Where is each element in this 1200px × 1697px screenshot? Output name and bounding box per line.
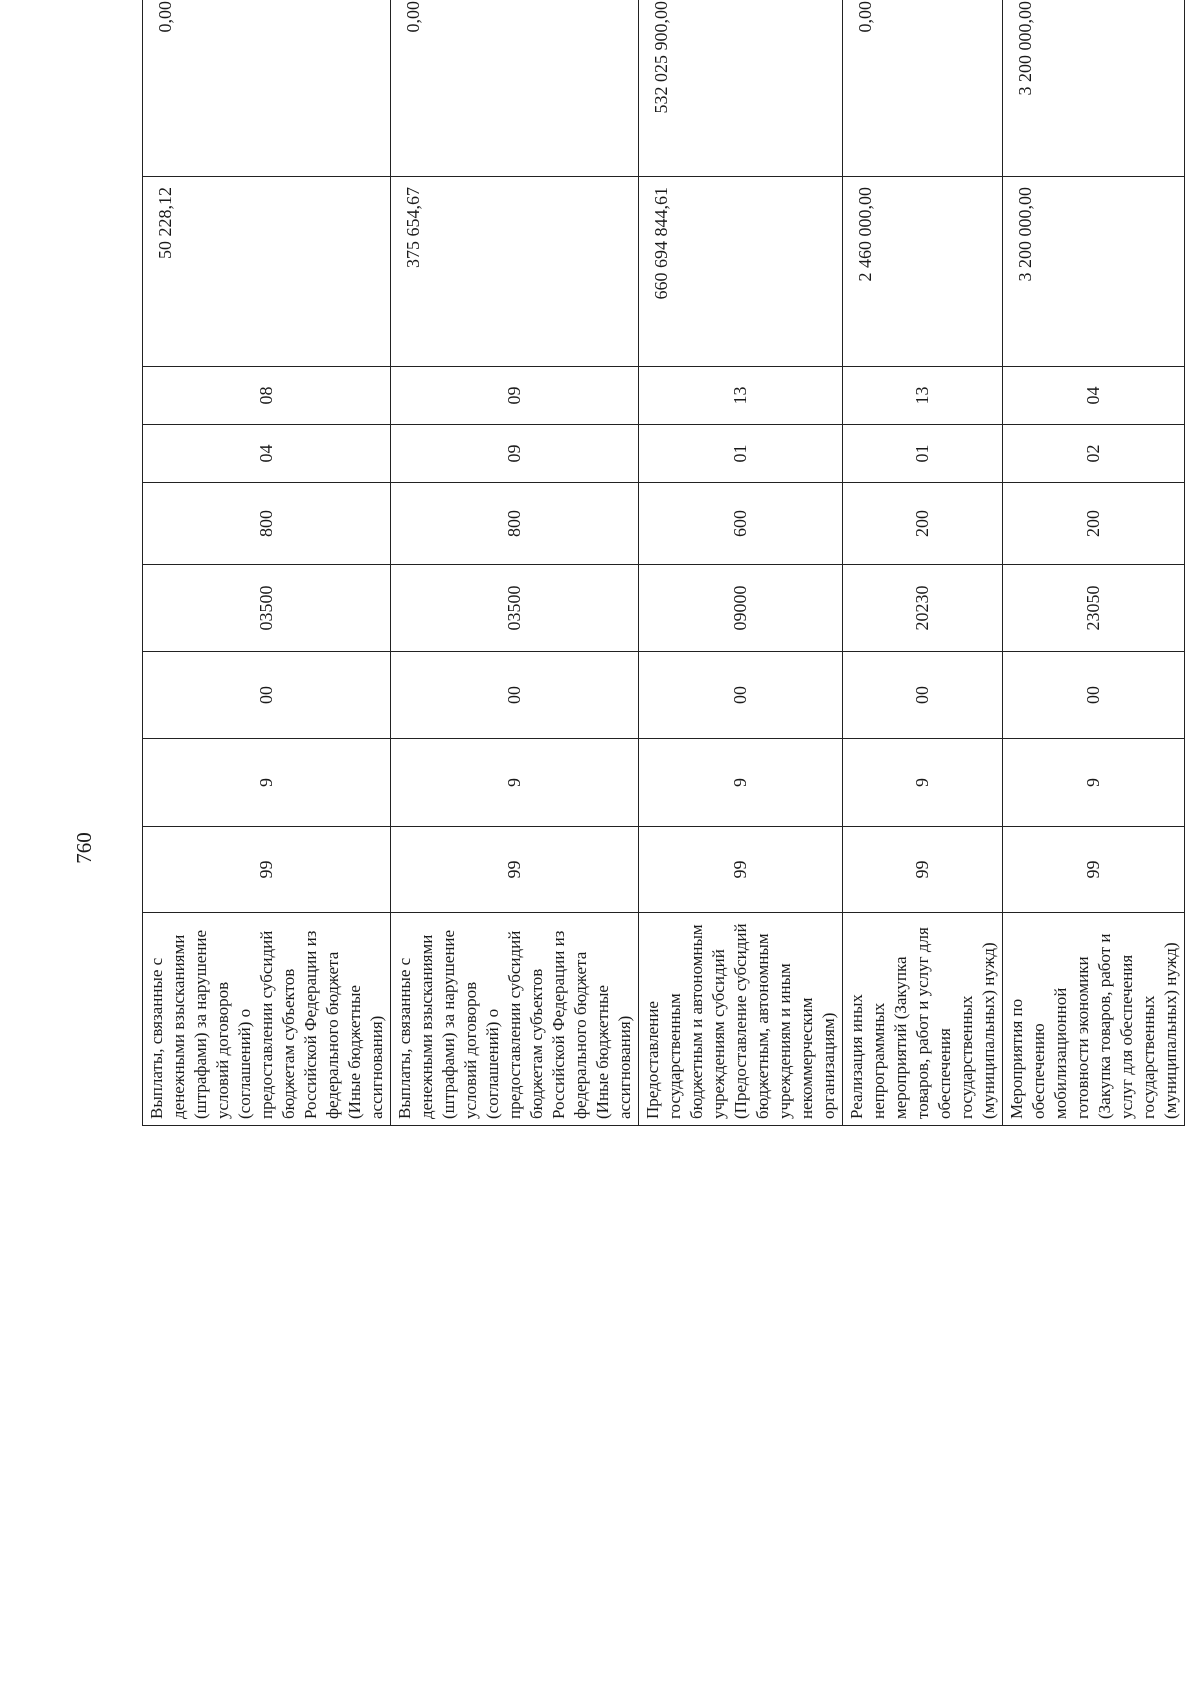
code-5: 600 [639, 483, 843, 565]
code-6: 04 [143, 425, 391, 483]
code-7: 13 [639, 367, 843, 425]
code-2: 9 [639, 739, 843, 827]
code-7: 09 [391, 367, 639, 425]
code-4: 09000 [639, 565, 843, 652]
amount-1: 50 228,12 [143, 177, 391, 367]
amount-1: 375 654,67 [391, 177, 639, 367]
table-row [1003, 0, 1185, 1126]
code-5: 800 [143, 483, 391, 565]
amount-2: 532 025 900,00 [639, 0, 843, 177]
budget-table [142, 0, 1185, 1126]
code-1: 99 [143, 827, 391, 913]
code-6: 09 [391, 425, 639, 483]
code-5: 800 [391, 483, 639, 565]
code-5: 200 [1003, 483, 1185, 565]
amount-1: 3 200 000,00 [1003, 177, 1185, 367]
code-4: 20230 [843, 565, 1003, 652]
code-1: 99 [1003, 827, 1185, 913]
table-row [843, 0, 1003, 1126]
page-number: 760 [71, 832, 96, 864]
code-6: 02 [1003, 425, 1185, 483]
code-2: 9 [843, 739, 1003, 827]
code-3: 00 [639, 652, 843, 739]
code-4: 23050 [1003, 565, 1185, 652]
code-2: 9 [1003, 739, 1185, 827]
row-name: Выплаты, связанные с денежными взысканиями (штрафами) за нарушение условий договоров (соглашений) о предоставлении субсидий бюджетам субъектов Российской Федерации из федерального бюджета (Иные бюджетные ассигнования) [143, 913, 391, 1126]
row-name: Выплаты, связанные с денежными взысканиями (штрафами) за нарушение условий договоров (соглашений) о предоставлении субсидий бюджетам субъектов Российской Федерации из федерального бюджета (Иные бюджетные ассигнования) [391, 913, 639, 1126]
row-name: Мероприятия по обеспечению мобилизационной готовности экономики (Закупка товаров, работ и услуг для обеспечения государственных (муниципальных) нужд) [1003, 913, 1185, 1126]
rotated-table [142, 1, 1180, 1126]
code-3: 00 [843, 652, 1003, 739]
table-row [391, 0, 639, 1126]
table-row [143, 0, 391, 1126]
amount-2: 0,00 [143, 0, 391, 177]
amount-2: 0,00 [391, 0, 639, 177]
code-3: 00 [143, 652, 391, 739]
code-7: 08 [143, 367, 391, 425]
code-3: 00 [391, 652, 639, 739]
code-1: 99 [639, 827, 843, 913]
code-7: 13 [843, 367, 1003, 425]
amount-1: 660 694 844,61 [639, 177, 843, 367]
code-1: 99 [843, 827, 1003, 913]
code-6: 01 [639, 425, 843, 483]
amount-2: 3 200 000,00 [1003, 0, 1185, 177]
code-2: 9 [143, 739, 391, 827]
amount-1: 2 460 000,00 [843, 177, 1003, 367]
code-4: 03500 [143, 565, 391, 652]
code-2: 9 [391, 739, 639, 827]
code-4: 03500 [391, 565, 639, 652]
code-7: 04 [1003, 367, 1185, 425]
code-5: 200 [843, 483, 1003, 565]
code-3: 00 [1003, 652, 1185, 739]
amount-2: 0,00 [843, 0, 1003, 177]
row-name: Предоставление государственным бюджетным и автономным учреждениям субсидий (Предоставление субсидий бюджетным, автономным учреждениям и иным некоммерческим организациям) [639, 913, 843, 1126]
table-row [639, 0, 843, 1126]
code-6: 01 [843, 425, 1003, 483]
code-1: 99 [391, 827, 639, 913]
row-name: Реализация иных непрограммных мероприятий (Закупка товаров, работ и услуг для обеспечения государственных (муниципальных) нужд) [843, 913, 1003, 1126]
